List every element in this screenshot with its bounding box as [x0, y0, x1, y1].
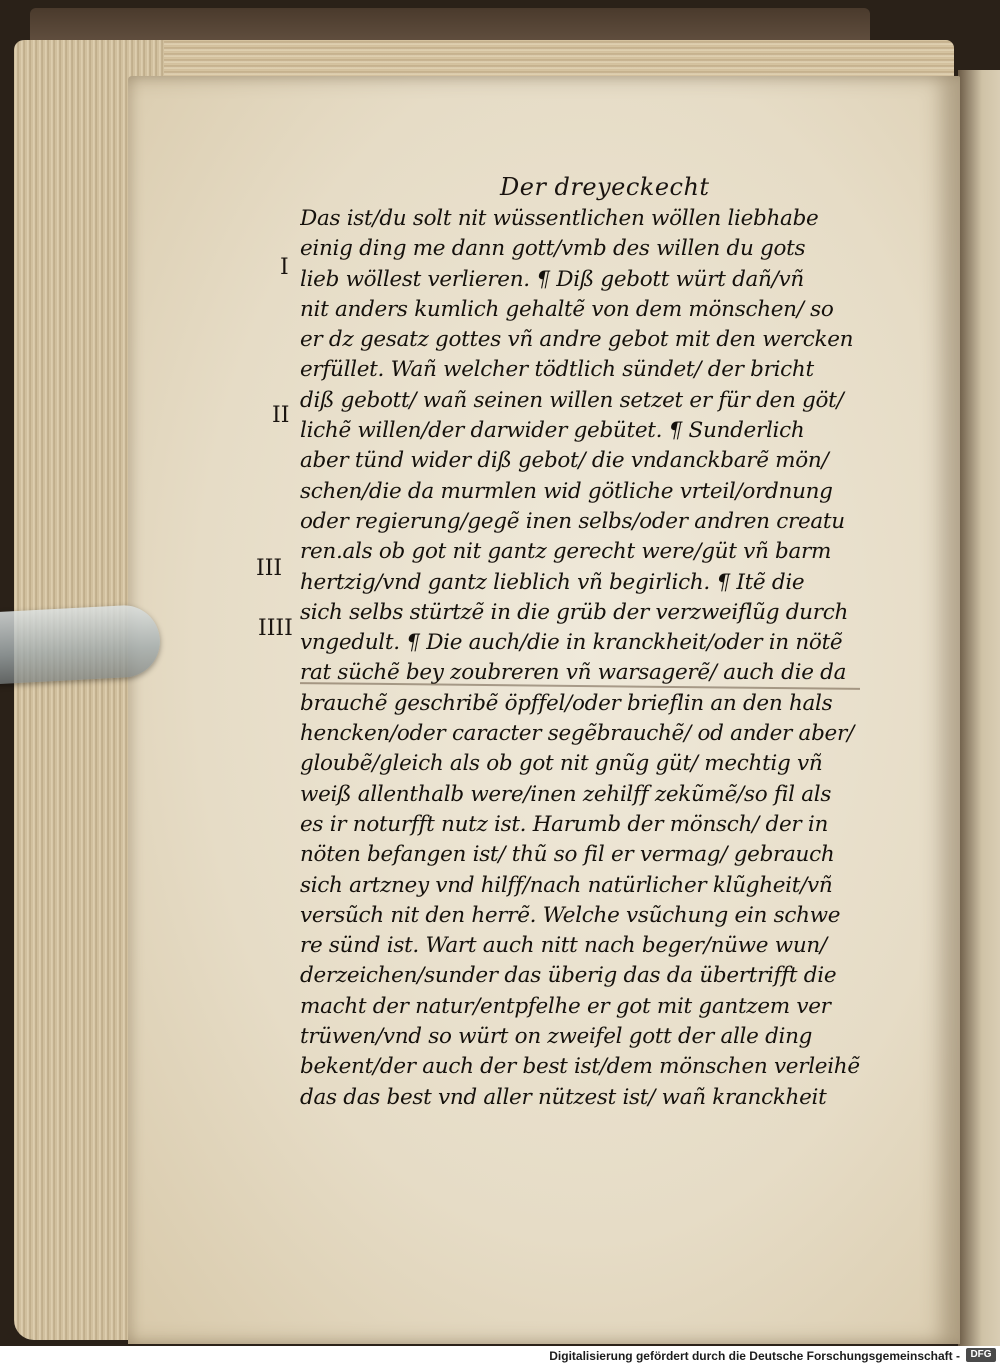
text-line: sich selbs stürtzẽ in die grüb der verzweiflũg durch: [300, 599, 848, 625]
text-line: das das best vnd aller nützest ist/ wañ kranckheit: [300, 1084, 827, 1110]
text-line: brauchẽ geschribẽ öpffel/oder brieflin an den hals: [300, 690, 833, 716]
text-line: lieb wöllest verlieren. ¶ Diß gebott würt dañ/vñ: [300, 266, 804, 292]
text-line: erfüllet. Wañ welcher tödtlich sündet/ der bricht: [300, 357, 814, 383]
footer-bar: [0, 1346, 1000, 1366]
text-line: hencken/oder caracter segẽbrauchẽ/ od ander aber/: [300, 721, 854, 747]
text-line: weiß allenthalb were/inen zehilff zekũmẽ/so fil als: [300, 781, 832, 807]
marginal-numeral: I: [280, 255, 289, 280]
text-line: Das ist/du solt nit wüssentlichen wöllen liebhabe: [300, 206, 819, 231]
text-line: sich artzney vnd hilff/nach natürlicher klũgheit/vñ: [300, 872, 833, 898]
text-line: hertzig/vnd gantz lieblich vñ begirlich. ¶ Itẽ die: [300, 569, 805, 595]
text-line: er dz gesatz gottes vñ andre gebot mit den wercken: [300, 327, 854, 353]
text-line: diß gebott/ wañ seinen willen setzet er für den göt/: [300, 387, 844, 413]
facing-page-edge: [958, 70, 1000, 1346]
page-weight-pointer: [0, 604, 162, 685]
text-line: nöten befangen ist/ thũ so fil er vermag/ gebrauch: [300, 842, 835, 868]
text-line: rat süchẽ bey zoubreren vñ warsagerẽ/ auch die da: [300, 660, 847, 686]
text-line: gloubẽ/gleich als ob got nit gnũg güt/ mechtig vñ: [300, 751, 823, 777]
marginal-numeral: III: [256, 556, 283, 581]
text-line: re sünd ist. Wart auch nitt nach beger/nüwe wun/: [300, 933, 827, 959]
text-line: einig ding me dann gott/vmb des willen du gots: [300, 236, 806, 262]
text-line: lichẽ willen/der darwider gebütet. ¶ Sunderlich: [300, 418, 805, 444]
text-line: trüwen/vnd so würt on zweifel gott der alle ding: [300, 1024, 813, 1050]
footer-credit: Digitalisierung gefördert durch die Deutsche Forschungsgemeinschaft -: [549, 1349, 960, 1363]
text-line: vngedult. ¶ Die auch/die in kranckheit/oder in nötẽ: [300, 630, 843, 656]
text-line: macht der natur/entpfelhe er got mit gantzem ver: [300, 993, 831, 1019]
text-line: schen/die da murmlen wid götliche vrteil/ordnung: [300, 478, 833, 504]
text-line: derzeichen/sunder das überig das da übertrifft die: [300, 963, 837, 989]
text-line: bekent/der auch der best ist/dem mönschen verleihẽ: [300, 1054, 860, 1080]
text-line: aber tünd wider diß gebot/ die vndanckbarẽ mön/: [300, 448, 829, 474]
text-line: nit anders kumlich gehaltẽ von dem mönschen/ so: [300, 296, 834, 322]
dfg-logo-icon: DFG: [966, 1348, 996, 1362]
running-head: Der dreyeckecht: [500, 173, 710, 201]
text-line: versũch nit den herrẽ. Welche vsũchung ein schwe: [300, 902, 841, 928]
text-block: [300, 204, 900, 1113]
marginal-numeral: II: [272, 403, 290, 428]
marginal-numeral: IIII: [258, 616, 293, 641]
text-line: oder regierung/gegẽ inen selbs/oder andren creatu: [300, 508, 845, 534]
text-line: ren.als ob got nit gantz gerecht were/güt vñ barm: [300, 539, 832, 565]
text-line: es ir noturfft nutz ist. Harumb der mönsch/ der in: [300, 811, 829, 837]
